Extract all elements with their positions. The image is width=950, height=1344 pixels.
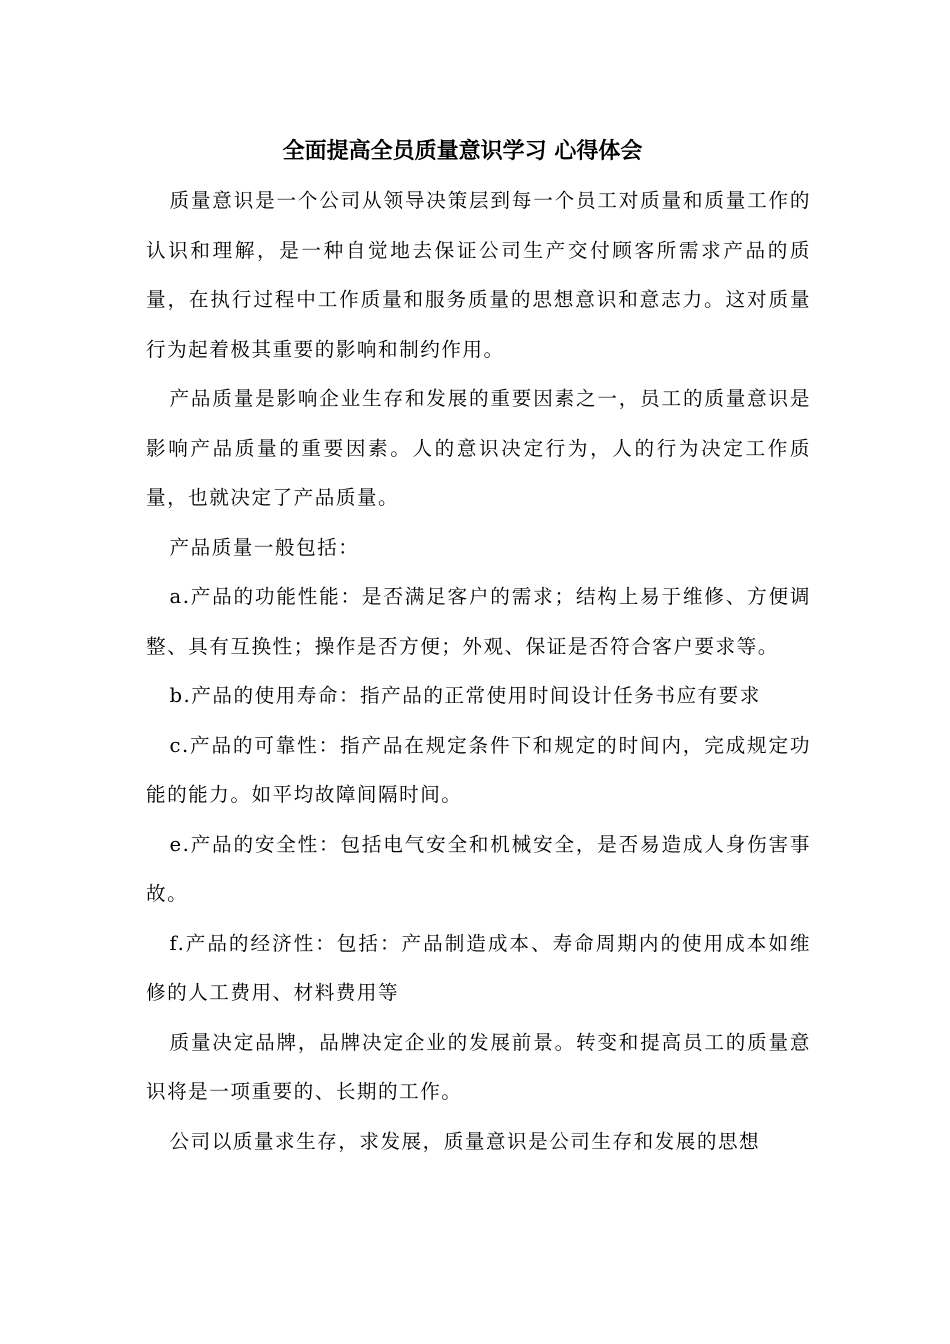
list-item-safety: e.产品的安全性：包括电气安全和机械安全，是否易造成人身伤害事故。 xyxy=(146,832,811,905)
list-item-economy: f.产品的经济性：包括：产品制造成本、寿命周期内的使用成本如维修的人工费用、材料费用等 xyxy=(146,931,811,1004)
paragraph-quality-awareness: 质量意识是一个公司从领导决策层到每一个员工对质量和质量工作的认识和理解，是一种自觉地去保证公司生产交付顾客所需求产品的质量，在执行过程中工作质量和服务质量的思想意识和意志力。这对质量行为起着极其重要的影响和制约作用。 xyxy=(146,189,811,361)
document-title: 全面提高全员质量意识学习 心得体会 xyxy=(282,139,643,164)
paragraph-quality-includes: 产品质量一般包括： xyxy=(169,535,360,559)
list-item-reliability: c.产品的可靠性：指产品在规定条件下和规定的时间内，完成规定功能的能力。如平均故障间隔时间。 xyxy=(146,733,811,806)
paragraph-survival: 公司以质量求生存，求发展，质量意识是公司生存和发展的思想 xyxy=(169,1129,761,1153)
paragraph-brand: 质量决定品牌，品牌决定企业的发展前景。转变和提高员工的质量意识将是一项重要的、长期的工作。 xyxy=(146,1030,811,1103)
paragraph-product-quality: 产品质量是影响企业生存和发展的重要因素之一，员工的质量意识是影响产品质量的重要因素。人的意识决定行为，人的行为决定工作质量，也就决定了产品质量。 xyxy=(146,387,811,509)
list-item-functionality: a.产品的功能性能：是否满足客户的需求；结构上易于维修、方便调整、具有互换性；操作是否方便；外观、保证是否符合客户要求等。 xyxy=(146,585,811,658)
list-item-service-life: b.产品的使用寿命：指产品的正常使用时间设计任务书应有要求 xyxy=(169,684,761,707)
document-body xyxy=(146,176,811,1166)
